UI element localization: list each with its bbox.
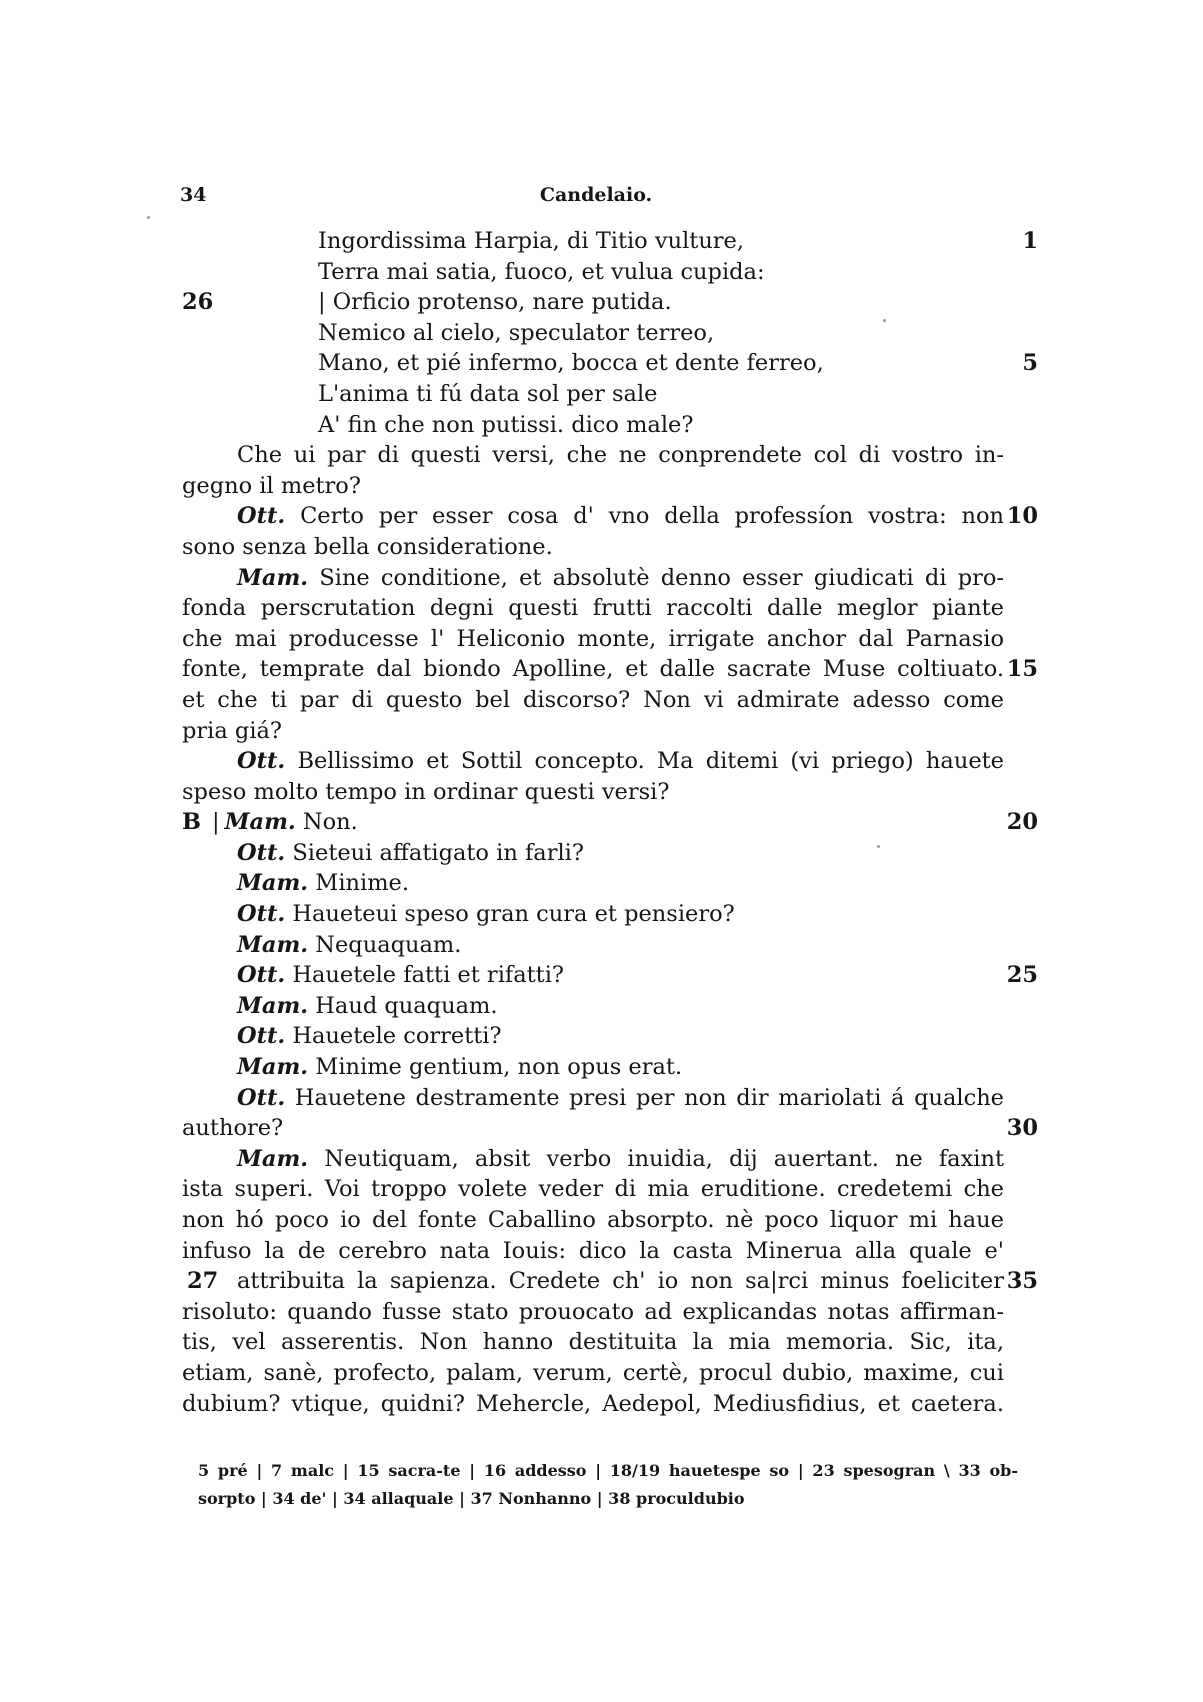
speaker-name: Mam.: [237, 870, 309, 897]
line-text: [237, 991, 497, 1022]
line-text: [237, 899, 735, 930]
speaker-name: Mam.: [237, 931, 309, 958]
line-text: [237, 1021, 502, 1052]
line-text: [237, 1083, 1004, 1114]
line-content: Nequaquam.: [315, 931, 462, 958]
line-text: [182, 777, 669, 808]
line-content: pria giá?: [182, 717, 282, 744]
text-line: [0, 654, 1203, 685]
page-number: 34: [180, 184, 207, 206]
running-head: [180, 180, 1012, 214]
speaker-name: Ott.: [237, 503, 286, 530]
line-number: 15: [1006, 656, 1038, 683]
line-text: [182, 624, 1004, 655]
line-text: [318, 257, 765, 288]
text-line: [0, 410, 1203, 441]
speaker-name: Ott.: [237, 839, 286, 866]
line-text: [318, 318, 714, 349]
line-content: Bellissimo et Sottil concepto. Ma ditemi (vi priego) hauete: [297, 748, 1004, 775]
text-line: [0, 685, 1203, 716]
text-line: [0, 960, 1203, 991]
speaker-name: Ott.: [237, 748, 286, 775]
speaker-name: Ott.: [237, 1023, 286, 1050]
line-content: gegno il metro?: [182, 472, 361, 499]
text-line: [0, 1174, 1203, 1205]
text-line: [0, 563, 1203, 594]
speaker-name: Mam.: [237, 564, 309, 591]
line-content: attribuita la sapienza. Credete ch' io non sa|rci minus foeliciter: [237, 1268, 1004, 1295]
text-line: [0, 501, 1203, 532]
text-line: [0, 716, 1203, 747]
line-content: Mano, et pié infermo, bocca et dente ferreo,: [318, 350, 824, 377]
line-text: [237, 1144, 1004, 1175]
margin-page-ref: 26: [182, 289, 214, 316]
line-number: 10: [1006, 503, 1038, 530]
text-line: [0, 1113, 1203, 1144]
line-text: [237, 1052, 682, 1083]
speaker-name: Mam.: [237, 1145, 309, 1172]
text-line: [0, 899, 1203, 930]
text-line: [0, 440, 1203, 471]
line-content: Terra mai satia, fuoco, et vulua cupida:: [318, 258, 765, 285]
text-line: [0, 807, 1203, 838]
line-content: Neutiquam, absit verbo inuidia, dij auertant. ne faxint: [324, 1145, 1005, 1172]
line-text: [182, 1236, 1004, 1267]
line-text: [182, 593, 1004, 624]
line-content: A' fin che non putissi. dico male?: [318, 411, 694, 438]
text-line: [0, 1236, 1203, 1267]
line-content: sono senza bella consideratione.: [182, 533, 553, 560]
line-content: Minime.: [315, 870, 410, 897]
text-line: [0, 1021, 1203, 1052]
text-line: [0, 868, 1203, 899]
line-number: 1: [1022, 228, 1038, 254]
footnotes: [198, 1457, 1018, 1513]
line-text: [318, 410, 693, 441]
speaker-name: Mam.: [224, 809, 296, 836]
line-text: [237, 838, 584, 869]
line-content: Hauetele corretti?: [292, 1023, 502, 1050]
text-line: [0, 226, 1203, 257]
line-content: tis, vel asserentis. Non hanno destituita la mia memoria. Sic, ita,: [182, 1329, 1004, 1356]
text-line: [0, 777, 1203, 808]
line-content: dubium? vtique, quidni? Mehercle, Aedepol, Mediusfidius, et caetera.: [182, 1390, 1004, 1417]
line-text: [182, 685, 1004, 716]
line-text: [182, 471, 361, 502]
text-line: [0, 930, 1203, 961]
line-content: authore?: [182, 1115, 284, 1142]
print-speck: [147, 216, 150, 219]
speaker-name: Mam.: [237, 1054, 309, 1081]
line-content: che mai producesse l' Heliconio monte, irrigate anchor dal Parnasio: [182, 625, 1004, 652]
text-line: [0, 746, 1203, 777]
line-content: Ingordissima Harpia, di Titio vulture,: [318, 228, 745, 254]
line-text: [182, 1327, 1004, 1358]
line-number: 25: [1006, 962, 1038, 989]
line-text: [182, 532, 553, 563]
line-text: [237, 746, 1004, 777]
margin-page-ref: B: [182, 809, 202, 836]
running-title: Candelaio.: [539, 184, 653, 206]
text-line: [0, 593, 1203, 624]
line-content: etiam, sanè, profecto, palam, verum, certè, procul dubio, maxime, cui: [182, 1359, 1004, 1386]
text-line: [0, 257, 1203, 288]
text-line: [0, 532, 1203, 563]
text-line: [0, 1266, 1203, 1297]
line-text: [237, 868, 409, 899]
line-content: risoluto: quando fusse stato prouocato ad explicandas notas affirman-: [182, 1298, 1004, 1325]
text-line: [0, 1083, 1203, 1114]
line-content: L'anima ti fú data sol per sale: [318, 380, 658, 407]
line-content: fonda perscrutation degni questi frutti raccolti dalle meglor piante: [182, 595, 1004, 622]
line-content: ista superi. Voi troppo volete veder di mia eruditione. credetemi che: [182, 1176, 1004, 1203]
line-content: et che ti par di questo bel discorso? Non vi admirate adesso come: [182, 686, 1004, 713]
line-content: Haud quaquam.: [315, 992, 498, 1019]
text-line: [0, 1144, 1203, 1175]
text-line: [0, 471, 1203, 502]
line-content: infuso la de cerebro nata Iouis: dico la casta Minerua alla quale e': [182, 1237, 1004, 1264]
text-line: [0, 1297, 1203, 1328]
line-text: [237, 930, 461, 961]
line-content: Non.: [302, 809, 358, 836]
text-line: [0, 991, 1203, 1022]
text-line: [0, 1358, 1203, 1389]
line-number: 35: [1006, 1268, 1038, 1295]
line-text: [237, 960, 564, 991]
line-content: Che ui par di questi versi, che ne conprendete col di vostro in-: [237, 442, 1004, 469]
text-line: [0, 1052, 1203, 1083]
line-number: 20: [1006, 809, 1038, 836]
line-content: Hauetene destramente presi per non dir mariolati á qualche: [294, 1084, 1005, 1111]
print-speck: [883, 319, 886, 322]
text-line: [0, 1327, 1203, 1358]
line-text: [182, 654, 1004, 685]
line-number: 30: [1006, 1115, 1038, 1142]
line-text: [182, 1389, 1004, 1420]
text-line: [0, 624, 1203, 655]
line-text: [237, 501, 1004, 532]
column-divider: |: [212, 809, 220, 836]
text-line: [0, 379, 1203, 410]
line-text: [182, 1358, 1004, 1389]
speaker-name: Ott.: [237, 962, 286, 989]
line-content: Minime gentium, non opus erat.: [315, 1054, 683, 1081]
line-content: Certo per esser cosa d' vno della professíon vostra: non: [300, 503, 1005, 530]
line-content: Hauetele fatti et rifatti?: [292, 962, 564, 989]
line-content: Nemico al cielo, speculator terreo,: [318, 319, 715, 346]
line-text: [182, 716, 282, 747]
footnote-line: sorpto | 34 de' | 34 allaquale | 37 Nonhanno | 38 proculdubio: [198, 1489, 745, 1508]
text-line: [0, 1389, 1203, 1420]
line-number: 5: [1022, 350, 1038, 377]
play-text: [0, 226, 1203, 1419]
footnote-line: 5 pré | 7 malc | 15 sacra-te | 16 addesso | 18/19 hauetespe so | 23 spesogran \ 33 ob-: [198, 1461, 1018, 1480]
line-text: [237, 1266, 1004, 1297]
speaker-name: Mam.: [237, 992, 309, 1019]
text-line: [0, 348, 1203, 379]
line-text: [237, 563, 1004, 594]
line-text: [182, 1174, 1004, 1205]
line-text: [237, 440, 1004, 471]
line-text: [318, 379, 657, 410]
line-content: Sieteui affatigato in farli?: [292, 839, 584, 866]
text-line: [0, 838, 1203, 869]
line-text: [182, 1205, 1004, 1236]
speaker-name: Ott.: [237, 1084, 286, 1111]
line-content: non hó poco io del fonte Caballino absorpto. nè poco liquor mi haue: [182, 1207, 1004, 1233]
line-content: | Orficio protenso, nare putida.: [318, 289, 672, 316]
line-content: Haueteui speso gran cura et pensiero?: [292, 901, 735, 928]
margin-page-ref: 27: [187, 1268, 219, 1295]
line-content: Sine conditione, et absolutè denno esser giudicati di pro-: [319, 564, 1005, 591]
line-text: [318, 226, 744, 257]
print-speck: [877, 845, 880, 848]
text-line: [0, 1205, 1203, 1236]
speaker-name: Ott.: [237, 901, 286, 928]
text-line: [0, 287, 1203, 318]
line-text: [182, 1113, 283, 1144]
text-line: [0, 318, 1203, 349]
line-content: fonte, temprate dal biondo Apolline, et dalle sacrate Muse coltiuato.: [182, 656, 1004, 683]
line-text: [318, 287, 672, 318]
line-text: [182, 1297, 1004, 1328]
line-text: [207, 807, 358, 838]
line-text: [318, 348, 824, 379]
line-content: speso molto tempo in ordinar questi versi?: [182, 778, 670, 805]
